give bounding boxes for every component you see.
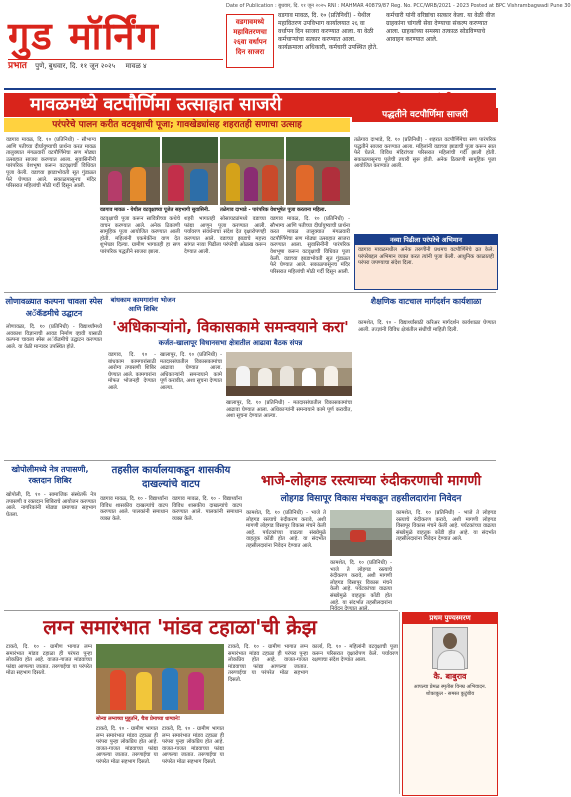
main-story-text-2: वटवृक्षाची पूजा करून सावित्रीच्या कथेचे वाचन करण्यात आले. अनेक ठिकाणी सामूहिक पूजा आयोजित करण्यात आली होती. महिलांनी एकमेकींना वाण देत शुभेच्छा दिल्या. ग्रामीण भागातही हा सण पारंपरिक पद्धतीने साजरा झाला. (100, 216, 180, 255)
header-box-line2: महावितरणचा (233, 28, 267, 36)
wedding-text-2: टाकवे, दि. १० - ग्रामीण भागात लग्न समारंभात मांडव टहाळा ही परंपरा पुन्हा लोकप्रिय होत आहे. वाजत-गाजत मांडवाच्या फांद्या आणल्या जातात. तरुणाईचा या परंपरेत मोठा सहभाग दिसतो. (96, 726, 158, 765)
tribute-divider (399, 612, 400, 794)
tribute-box (402, 612, 498, 796)
header-box (226, 14, 274, 68)
brand-logo: प्रभात (8, 61, 27, 71)
review-meeting-text-2: खालापूर, दि. १० (प्रतिनिधी) - मतदारसंघातील विकासकामांचा आढावा घेण्यात आला. अधिकाऱ्यांनी समन्वयाने कामे पूर्ण करावीत, अशा सूचना देण्यात आल्या. (226, 400, 352, 420)
khopoli-headline: खोपोलीमध्ये नेत्र तपासणी, रक्तदान शिबिर (11, 465, 89, 485)
masthead-strip (8, 59, 223, 73)
tribute-portrait (432, 627, 468, 669)
workshop-headline: शैक्षणिक वाटचाल मार्गदर्शन कार्यशाळा (370, 297, 482, 306)
wedding-text-4: टाकवे, दि. १० - ग्रामीण भागात लग्न समारंभात मांडव टहाळा ही परंपरा पुन्हा लोकप्रिय होत आहे. वाजत-गाजत मांडवाच्या फांद्या आणल्या जातात. तरुणाईचा या परंपरेत मोठा सहभाग दिसतो. (228, 644, 308, 683)
bhaje-road-photo (330, 510, 392, 556)
masthead-title: गुड मॉर्निंग (8, 14, 223, 58)
tahsil-headline: तहसील कार्यालयाकडून शासकीय दाखल्यांचे वाटप (111, 465, 231, 490)
main-story-text-4: वडगाव मावळ, दि. १० (प्रतिनिधी) - सौभाग्य आणि पतीच्या दीर्घायुष्याची प्रार्थना करत मावळ तालुक्यात मंगळवारी वटपौर्णिमेचा सण मोठ्या उत्साहात साजरा करण्यात आला. सुवासिनींनी पारंपरिक वेशभूषा करून वटवृक्षाची विधिवत पूजा केली. वडाच्या झाडाभोवती सूत गुंडाळत फेरे घेण्यात आले. सकाळपासूनच मंदिर परिसरात महिलांची मोठी गर्दी दिसून आली. (270, 216, 350, 275)
wedding-photo (96, 644, 224, 714)
wedding-photo-caption: सोन्या लग्नाच्या मुहूर्ताने, चैत्रा प्रेमाच्या धाग्याने! (96, 716, 181, 722)
side-story-text: तळेगाव दाभाडे, दि. १० (प्रतिनिधी) - शहरात वटपौर्णिमेचा सण पारंपरिक पद्धतीने साजरा करण्यात आला. महिलांनी वडाच्या झाडाची पूजा करून सात फेरे घेतले. विविध मंदिरांच्या परिसरात महिलांची गर्दी झाली होती. सकाळपासूनच पूजेची तयारी सुरू होती. अनेक ठिकाणी सामूहिक पूजा आयोजित करण्यात आली. (354, 137, 496, 170)
section-divider-3 (4, 610, 398, 611)
khopoli-text: खोपोली, दि. १० - सामाजिक संस्थेतर्फे नेत्र तपासणी व रक्तदान शिबिराचे आयोजन करण्यात आले. नागरिकांनी मोठ्या प्रमाणात सहभाग घेतला. (6, 492, 97, 518)
main-subheadline: परंपरेचे पालन करीत वटवृक्षाची पूजा; गावखेड्यांसह शहरातही सणाचा उत्साह (4, 118, 350, 132)
lonavala-text: लोणावळा, दि. १० (प्रतिनिधी) - विद्यार्थ्यांमध्ये अवकाश विज्ञानाची आवड निर्माण व्हावी यासाठी कल्पना चावला स्पेस अॅकॅडमीचे उद्घाटन करण्यात आले. या वेळी मान्यवर उपस्थित होते. (6, 324, 102, 350)
review-meeting-text-1: खालापूर, दि. १० (प्रतिनिधी) - मतदारसंघातील विकासकामांचा आढावा घेण्यात आला. अधिकाऱ्यांनी समन्वयाने कामे पूर्ण करावीत, अशा सूचना देण्यात आल्या. (160, 352, 222, 391)
tahsil-text-1: वडगाव मावळ, दि. १० - विद्यार्थ्यांना विविध शासकीय दाखल्यांचे वाटप करण्यात आले. पालकांनी समाधान व्यक्त केले. (100, 496, 168, 522)
tribute-title: प्रथम पुण्यस्मरण (403, 613, 497, 624)
main-photo-caption-2: तळेगाव दाभाडे - पारंपरिक वेशभूषेत पूजा करताना महिला. (220, 207, 327, 213)
tribute-name: कै. बाबुराव (433, 672, 467, 681)
header-box-line4: दिन साजरा (235, 48, 265, 56)
notice-text: वडगाव मावळमधील अनेक तरुणींनी प्रथमच वटपौर्णिमेचे व्रत केले. परंपरेबद्दल अभिमान व्यक्त करत त्यांनी पूजा केली. आधुनिक काळातही परंपरा जपण्याचा संदेश दिला. (358, 247, 494, 267)
workers-text: वडगाव, दि. १० - बांधकाम कामगारांसाठी आरोग्य तपासणी शिबिर घेण्यात आले. कामगारांना मोफत भोजनही देण्यात आले. (108, 352, 156, 391)
wedding-text-1: टाकवे, दि. १० - ग्रामीण भागात लग्न समारंभात मांडव टहाळा ही परंपरा पुन्हा लोकप्रिय होत आहे. वाजत-गाजत मांडवाच्या फांद्या आणल्या जातात. तरुणाईचा या परंपरेत मोठा सहभाग दिसतो. (6, 644, 92, 677)
main-story-text-3: शहरी भागातही सोसायट्यांमध्ये वडाच्या फांद्या आणून पूजा करण्यात आली. पर्यावरण संवर्धनाचा संदेश देत वृक्षारोपणही करण्यात आले. वडाच्या झाडाचे महत्त्व सांगत नव्या पिढीला परंपरेची ओळख करून देण्यात आली. (184, 216, 266, 255)
workshop-text: कामशेत, दि. १० - विद्यार्थ्यांसाठी करिअर मार्गदर्शन कार्यशाळा घेण्यात आली. तज्ज्ञांनी विविध क्षेत्रांतील संधींची माहिती दिली. (358, 320, 496, 333)
side-story-header (352, 92, 498, 134)
section-divider-2 (4, 460, 496, 461)
edition-date: पुणे, बुधवार, दि. ११ जून २०२५ (35, 62, 116, 70)
wedding-text-5: कार्ला, दि. १० - महिलांनी वटवृक्षाची पूजा करून परिसरात वृक्षारोपण केले. पर्यावरण रक्षणाचा संदेश देण्यात आला. (312, 644, 398, 664)
section-divider-1 (4, 292, 496, 293)
header-box-line1: वडगावमध्ये (235, 18, 265, 26)
review-meeting-headline: 'अधिकाऱ्यांनो, विकासकामे समन्वयाने करा' (112, 318, 349, 336)
side-story-subtitle: पद्धतीने वटपौर्णिमा साजरी (352, 108, 498, 122)
masthead (8, 14, 223, 72)
bhaje-road-text-3: कामशेत, दि. १० (प्रतिनिधी) - भाजे ते लोहगड रस्त्याचे रुंदीकरण करावे, अशी मागणी लोहगड विसापूर विकास मंचने केली आहे. पर्यटकांच्या वाढत्या संख्येमुळे वाहतूक कोंडी होत आहे. या संदर्भात तहसीलदारांना निवेदन देण्यात आले. (396, 510, 496, 543)
review-meeting-photo (226, 352, 352, 396)
bhaje-road-headline: भाजे-लोहगड रस्त्याच्या रुंदीकरणाची मागणी (260, 473, 482, 489)
tahsil-text-2: वडगाव मावळ, दि. १० - विद्यार्थ्यांना विविध शासकीय दाखल्यांचे वाटप करण्यात आले. पालकांनी समाधान व्यक्त केले. (172, 496, 242, 522)
publication-dateline: Date of Publication : बुधवार, दि. ११ जून २०२५ RNI : MAHMAR 40879/87 Reg. No. PCC/WRB/2021 - 2023 Posted at BPC Vishrambagwadi Pune 30 (226, 3, 571, 9)
review-meeting-subheadline: कर्जत-खालापूर विधानसभा क्षेत्रातील आढावा बैठक संपन्न (158, 339, 303, 347)
main-headline: मावळमध्ये वटपौर्णिमा उत्साहात साजरी (4, 93, 496, 117)
main-photo-3 (220, 137, 284, 205)
bhaje-road-text-2: कामशेत, दि. १० (प्रतिनिधी) - भाजे ते लोहगड रस्त्याचे रुंदीकरण करावे, अशी मागणी लोहगड विसापूर विकास मंचने केली आहे. पर्यटकांच्या वाढत्या संख्येमुळे वाहतूक कोंडी होत आहे. या संदर्भात तहसीलदारांना (330, 560, 392, 606)
edition-volume: मावळ ४ (125, 62, 147, 70)
main-photo-caption-1: वडगाव मावळ - येथील वटवृक्षाच्या पूजेत सहभागी सुवासिनी. (100, 207, 210, 213)
main-photo-4 (286, 137, 350, 205)
wedding-headline: लग्न समारंभात 'मांडव टहाळा'ची क्रेझ (43, 615, 317, 639)
main-photo-2 (162, 137, 218, 205)
workers-headline: बांधकाम कामगारांना भोजन आणि शिबिर (110, 296, 176, 313)
header-column-2: कर्मचारी यांनी वरिष्ठांचा सत्कार केला. या वेळी वीज ग्राहकांना चांगली सेवा देण्याचा संकल्प करण्यात आला. ग्राहकांच्या समस्या तत्काळ सोडविण्याचे आवाहन करण्यात आले. (386, 12, 495, 43)
side-story-title: तळेगावात पारंपरिक (389, 93, 461, 104)
header-box-line3: २६वा वर्धापन (233, 38, 267, 46)
bhaje-road-text-1: कामशेत, दि. १० (प्रतिनिधी) - भाजे ते लोहगड रस्त्याचे रुंदीकरण करावे, अशी मागणी लोहगड विसापूर विकास मंचने केली आहे. पर्यटकांच्या वाढत्या संख्येमुळे वाहतूक कोंडी होत आहे. या संदर्भात तहसीलदारांना निवेदन देण्यात आले. (246, 510, 326, 549)
notice-title: नव्या पिढीला परंपरेचे अभिमान (355, 235, 497, 245)
bhaje-road-subheadline: लोहगड विसापूर विकास मंचकडून तहसीलदारांना निवेदन (280, 494, 462, 504)
main-story-text-1: वडगाव मावळ, दि. १० (प्रतिनिधी) - सौभाग्य आणि पतीच्या दीर्घायुष्याची प्रार्थना करत मावळ तालुक्यात मंगळवारी वटपौर्णिमेचा सण मोठ्या उत्साहात साजरा करण्यात आला. सुवासिनींनी पारंपरिक वेशभूषा करून वटवृक्षाची विधिवत पूजा केली. वडाच्या झाडाभोवती सूत गुंडाळत फेरे घेण्यात आले. सकाळपासूनच मंदिर परिसरात महिलांची मोठी गर्दी दिसून आली. (6, 137, 96, 190)
notice-box (354, 234, 498, 290)
main-photo-1 (100, 137, 160, 205)
wedding-text-3: टाकवे, दि. १० - ग्रामीण भागात लग्न समारंभात मांडव टहाळा ही परंपरा पुन्हा लोकप्रिय होत आहे. वाजत-गाजत मांडवाच्या फांद्या आणल्या जातात. तरुणाईचा या परंपरेत मोठा सहभाग दिसतो. (162, 726, 224, 765)
header-column-1: वडगाव मावळ, दि. १० (प्रतिनिधी) - येथील महावितरण उपविभाग कार्यालयात २६ वा वर्धापन दिन साजरा करण्यात आला. या वेळी कर्मचाऱ्यांचा सत्कार करण्यात आला. कार्यक्रमाला अधिकारी, कर्मचारी उपस्थित होते. (278, 12, 378, 51)
lonavala-headline: लोणावळ्यात कल्पना चावला स्पेस अॅकॅडमीचे उद्घाटन (5, 297, 103, 318)
header-divider (4, 88, 496, 90)
tribute-description: आपल्या प्रेमळ स्मृतीस विनम्र अभिवादन. शोकाकुल - समस्त कुटुंबीय (413, 684, 487, 697)
